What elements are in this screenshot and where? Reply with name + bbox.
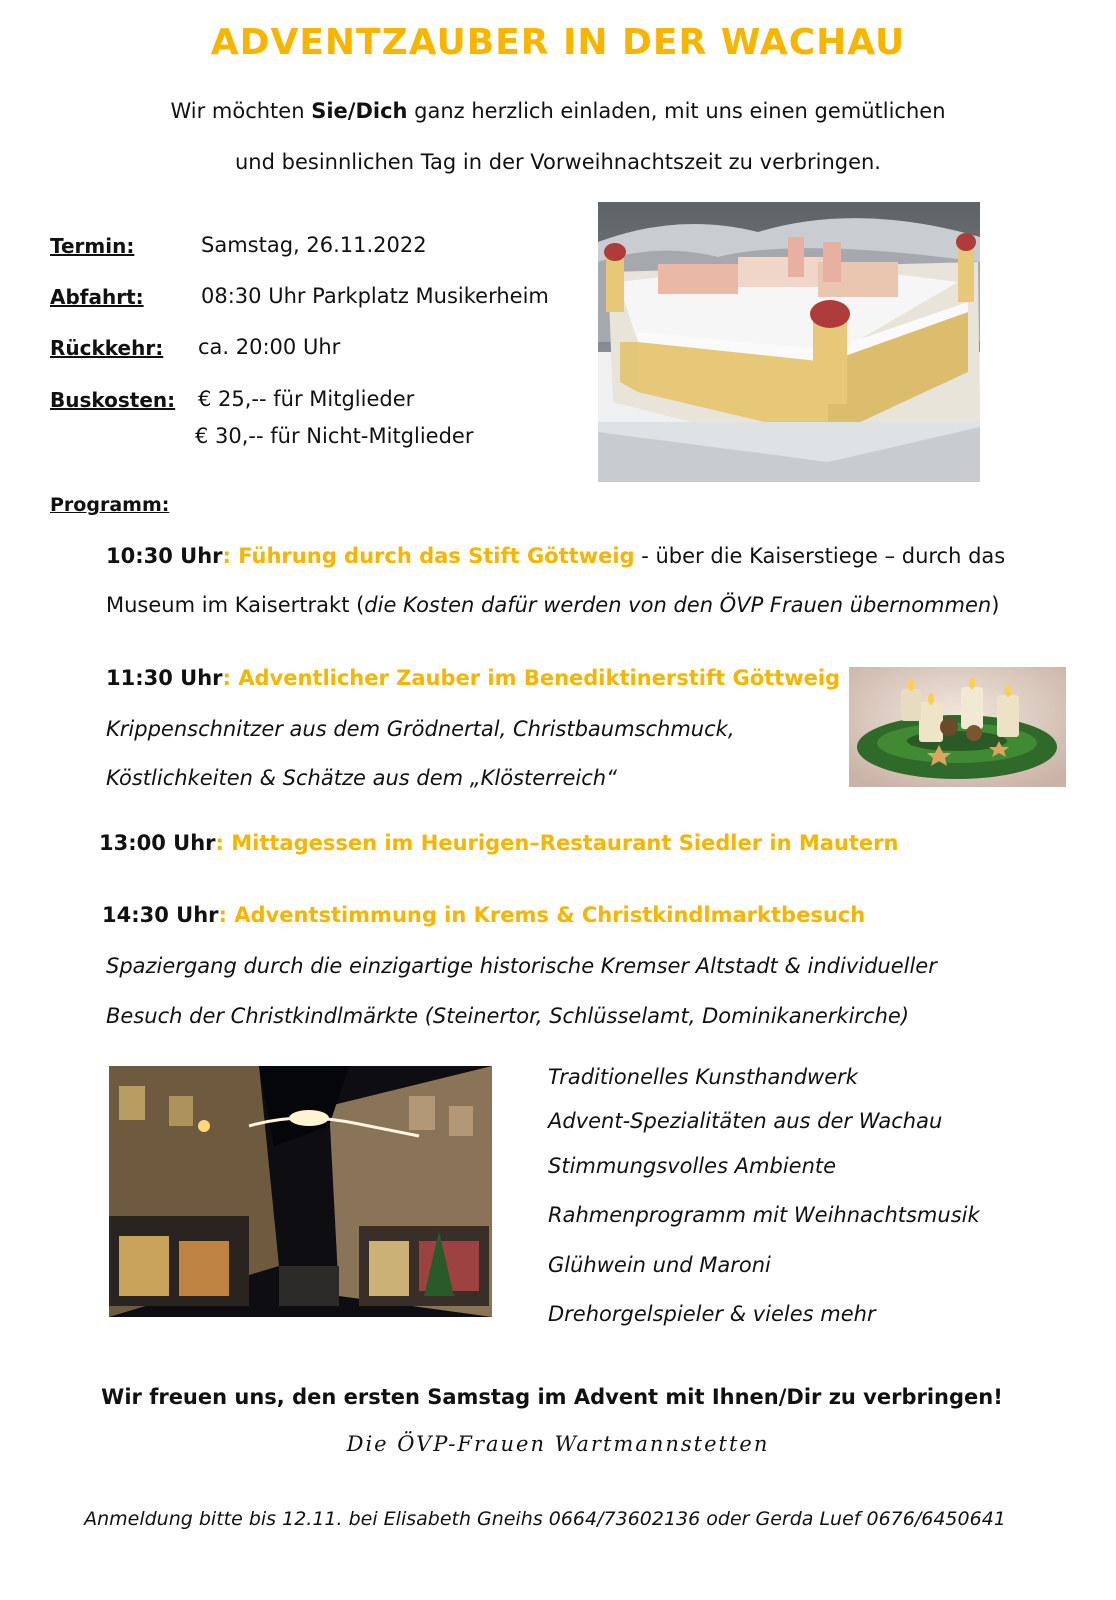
signature: Die ÖVP-Frauen Wartmannstetten [346, 1432, 770, 1456]
program-item-1-line-2 [106, 593, 999, 617]
abfahrt-label: Abfahrt: [50, 285, 144, 309]
krems-street-photo [109, 1066, 492, 1317]
program-text: Museum im Kaisertrakt ( [106, 593, 365, 617]
intro-text: ganz herzlich einladen, mit uns einen gemütlichen [407, 99, 946, 123]
program-time: 10:30 Uhr [106, 544, 223, 568]
program-time: 13:00 Uhr [99, 831, 216, 855]
program-item-3 [99, 831, 898, 855]
program-item-2 [106, 666, 840, 690]
termin-value: Samstag, 26.11.2022 [201, 233, 427, 257]
termin-label: Termin: [50, 234, 135, 258]
stift-goettweig-photo [598, 202, 980, 482]
program-time: 14:30 Uhr [102, 903, 219, 927]
program-separator: : [218, 903, 235, 927]
program-note: die Kosten dafür werden von den ÖVP Frauen übernommen [364, 593, 992, 617]
registration-info: Anmeldung bitte bis 12.11. bei Elisabeth Gneihs 0664/73602136 oder Gerda Luef 0676/6450641 [84, 1508, 1006, 1530]
program-item-2-line-2: Krippenschnitzer aus dem Grödnertal, Christbaumschmuck, [106, 717, 735, 741]
rueckkehr-label: Rückkehr: [50, 336, 164, 360]
advent-wreath-illustration [849, 667, 1066, 787]
program-separator: : [222, 544, 239, 568]
intro-line-1 [0, 99, 1116, 123]
feature-item: Stimmungsvolles Ambiente [548, 1154, 837, 1178]
program-label: Programm: [50, 494, 170, 516]
stift-goettweig-illustration [598, 202, 980, 482]
intro-highlight: Sie/Dich [311, 99, 408, 123]
program-text: ) [991, 593, 1000, 617]
program-title: Mittagessen im Heurigen–Restaurant Siedler in Mautern [231, 831, 899, 855]
feature-item: Rahmenprogramm mit Weihnachtsmusik [548, 1203, 980, 1227]
buskosten-value-members: € 25,-- für Mitglieder [198, 387, 415, 411]
closing-text: Wir freuen uns, den ersten Samstag im Advent mit Ihnen/Dir zu verbringen! [101, 1385, 1003, 1409]
krems-street-illustration [109, 1066, 492, 1317]
feature-item: Glühwein und Maroni [548, 1253, 771, 1277]
program-item-4-line-2: Spaziergang durch die einzigartige historische Kremser Altstadt & individueller [106, 954, 937, 978]
buskosten-label: Buskosten: [50, 388, 176, 412]
intro-text: Wir möchten [170, 99, 312, 123]
rueckkehr-value: ca. 20:00 Uhr [198, 335, 341, 359]
feature-item: Drehorgelspieler & vieles mehr [548, 1302, 876, 1326]
program-item-4 [102, 903, 865, 927]
program-separator: : [222, 666, 239, 690]
program-title: Adventstimmung in Krems & Christkindlmarktbesuch [234, 903, 866, 927]
program-title: Adventlicher Zauber im Benediktinerstift Göttweig [238, 666, 841, 690]
program-text: - über die Kaiserstiege – durch das [634, 544, 1006, 568]
advent-wreath-photo [849, 667, 1066, 787]
feature-item: Advent-Spezialitäten aus der Wachau [548, 1109, 943, 1133]
buskosten-value-nonmembers: € 30,-- für Nicht-Mitglieder [195, 424, 474, 448]
program-time: 11:30 Uhr [106, 666, 223, 690]
program-separator: : [215, 831, 232, 855]
feature-item: Traditionelles Kunsthandwerk [548, 1065, 858, 1089]
abfahrt-value: 08:30 Uhr Parkplatz Musikerheim [201, 284, 549, 308]
intro-line-2: und besinnlichen Tag in der Vorweihnachtszeit zu verbringen. [235, 150, 881, 174]
program-item-1 [106, 544, 1005, 568]
program-title: Führung durch das Stift Göttweig [238, 544, 635, 568]
program-item-2-line-3: Köstlichkeiten & Schätze aus dem „Klösterreich“ [106, 766, 617, 790]
program-item-4-line-3: Besuch der Christkindlmärkte (Steinertor, Schlüsselamt, Dominikanerkirche) [106, 1004, 910, 1028]
page-title: ADVENTZAUBER IN DER WACHAU [210, 22, 906, 63]
